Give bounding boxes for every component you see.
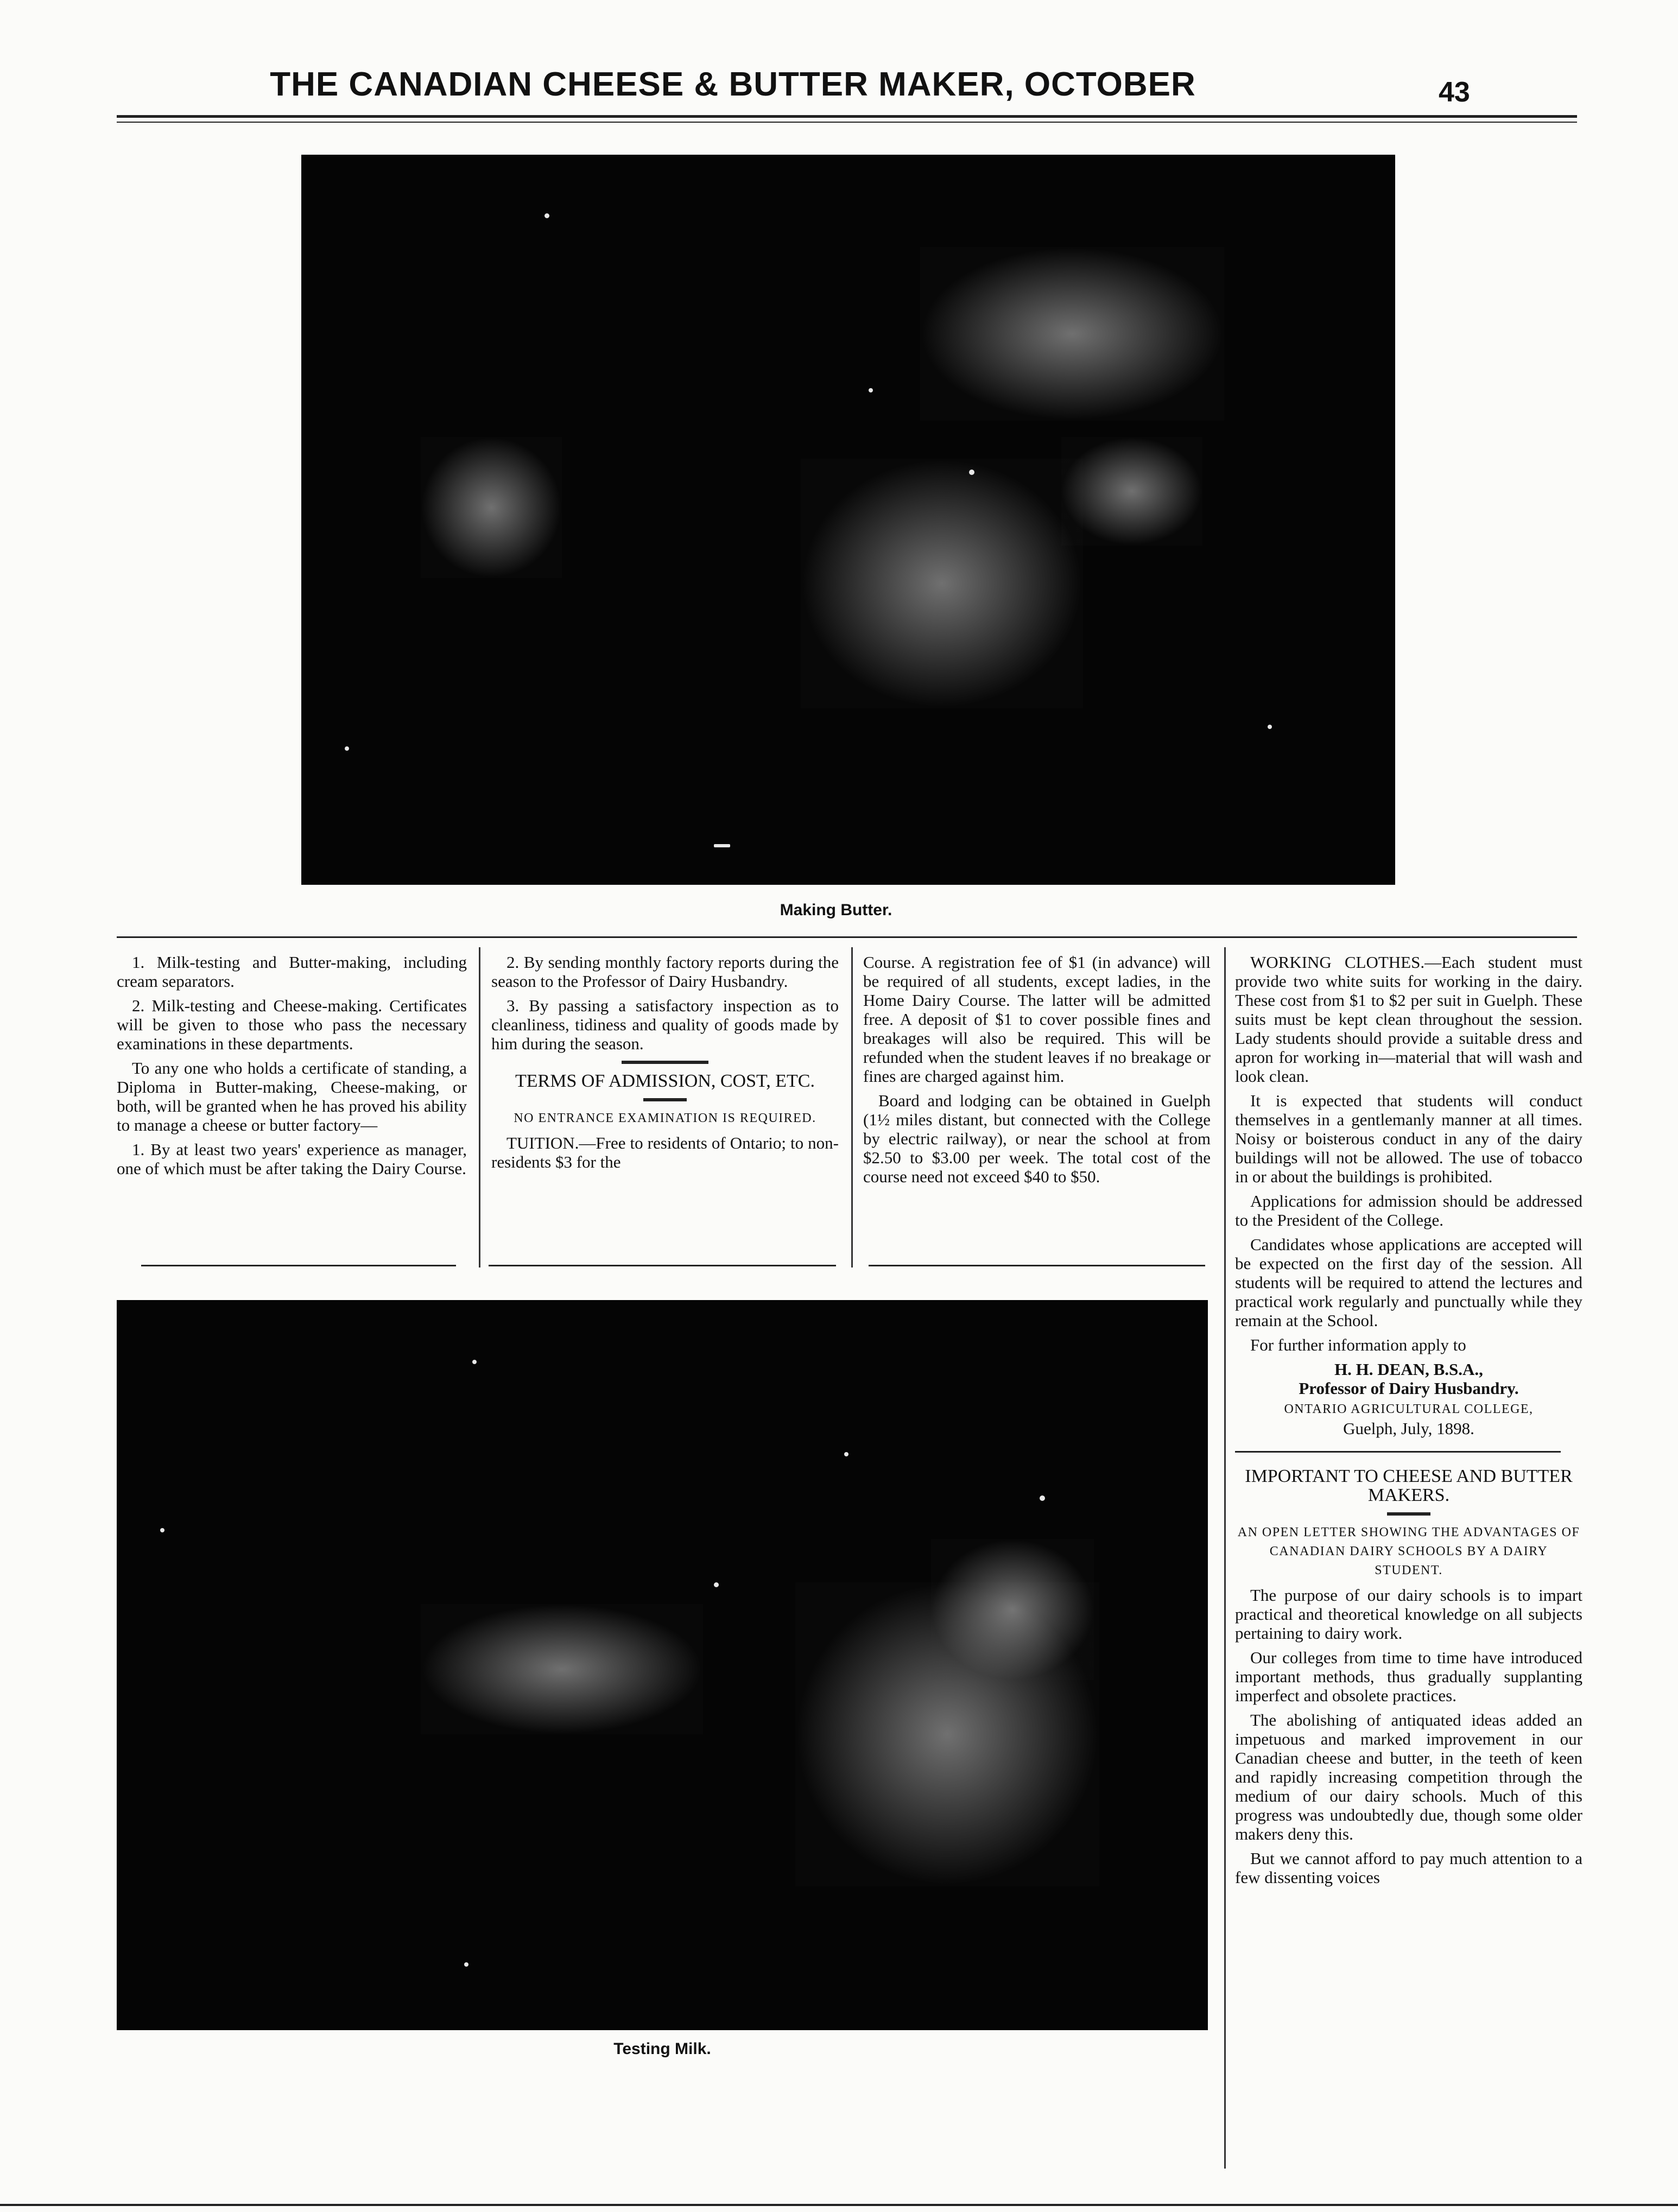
masthead-title: THE CANADIAN CHEESE & BUTTER MAKER, OCTOBER bbox=[270, 66, 1196, 103]
paragraph: For further information apply to bbox=[1250, 1335, 1466, 1354]
section-heading: TERMS OF ADMISSION, COST, ETC. bbox=[515, 1071, 815, 1091]
making-butter-photo bbox=[301, 155, 1395, 885]
paragraph: Board and lodging can be obtained in Guelph (1½ miles distant, but connected with the College by electric railway), or near the school at from $2.50 to $3.00 per week. The total cost of the course need not exceed $40 to $50. bbox=[863, 1091, 1211, 1186]
paragraph: It is expected that students will conduct themselves in a gentlemanly manner at all times. Noisy or boisterous conduct in any of the dairy buildings will not be allowed. The use of tobacco in or about the buildings is prohibited. bbox=[1235, 1091, 1582, 1186]
subheading: NO ENTRANCE EXAMINATION IS REQUIRED. bbox=[514, 1111, 816, 1125]
page-number: 43 bbox=[1439, 77, 1470, 108]
masthead-rule-thin bbox=[117, 122, 1577, 123]
signature-title: Professor of Dairy Husbandry. bbox=[1299, 1379, 1519, 1398]
column-end-rule bbox=[489, 1265, 836, 1266]
testing-milk-caption: Testing Milk. bbox=[613, 2040, 711, 2058]
column-4 bbox=[1235, 953, 1582, 2087]
paragraph: WORKING CLOTHES.—Each student must provide two white suits for working in the dairy. These cost from $1 to $2 per suit in Guelph. These suits must be kept clean throughout the session. Lady students should provide a suitable dress and apron for working in—material that will wash and look clean. bbox=[1235, 953, 1582, 1086]
ornament-rule bbox=[622, 1061, 708, 1064]
article-subheading: AN OPEN LETTER SHOWING THE ADVANTAGES OF CANADIAN DAIRY SCHOOLS BY A DAIRY STUDENT. bbox=[1237, 1525, 1580, 1577]
page-bottom-rule bbox=[0, 2204, 1678, 2206]
article-heading: IMPORTANT TO CHEESE AND BUTTER MAKERS. bbox=[1245, 1466, 1573, 1505]
paragraph: Candidates whose applications are accepted will be expected on the first day of the session. All students will be required to attend the lectures and practical work regularly and punctually while they remain at the School. bbox=[1235, 1235, 1582, 1330]
testing-milk-photo bbox=[117, 1300, 1208, 2030]
column-divider bbox=[479, 947, 480, 1267]
ornament-rule bbox=[1235, 1451, 1561, 1453]
paragraph: 1. By at least two years' experience as manager, one of which must be after taking the Dairy Course. bbox=[117, 1140, 467, 1178]
column-end-rule bbox=[869, 1265, 1205, 1266]
ornament-rule bbox=[643, 1098, 687, 1101]
column-3 bbox=[863, 953, 1211, 1267]
paragraph: But we cannot afford to pay much attention to a few dissenting voices bbox=[1235, 1849, 1582, 1887]
column-1 bbox=[117, 953, 467, 1267]
making-butter-caption: Making Butter. bbox=[780, 901, 892, 919]
paragraph: The abolishing of antiquated ideas added an impetuous and marked improvement in our Canadian cheese and butter, in the teeth of keen and rapidly increasing competition through the medium of our dairy schools. Much of this progress was undoubtedly due, though some older makers deny this. bbox=[1235, 1710, 1582, 1843]
paragraph: 2. By sending monthly factory reports during the season to the Professor of Dairy Husbandry. bbox=[491, 953, 839, 991]
paragraph: 1. Milk-testing and Butter-making, including cream separators. bbox=[117, 953, 467, 991]
signature-college: ONTARIO AGRICULTURAL COLLEGE, bbox=[1284, 1402, 1534, 1416]
paragraph: To any one who holds a certificate of standing, a Diploma in Butter-making, Cheese-making, or both, will be granted when he has proved his ability to manage a cheese or butter factory— bbox=[117, 1059, 467, 1134]
paragraph: Applications for admission should be addressed to the President of the College. bbox=[1235, 1191, 1582, 1229]
paragraph: The purpose of our dairy schools is to impart practical and theoretical knowledge on all subjects pertaining to dairy work. bbox=[1235, 1586, 1582, 1643]
ornament-rule bbox=[1387, 1512, 1430, 1516]
paragraph: TUITION.—Free to residents of Ontario; to non-residents $3 for the bbox=[491, 1133, 839, 1171]
column-end-rule bbox=[141, 1265, 456, 1266]
paragraph: 3. By passing a satisfactory inspection as to cleanliness, tidiness and quality of goods made by him during the season. bbox=[491, 996, 839, 1053]
section-rule bbox=[117, 936, 1577, 938]
column-divider bbox=[1224, 947, 1226, 2169]
column-2 bbox=[491, 953, 839, 1267]
paragraph: 2. Milk-testing and Cheese-making. Certificates will be given to those who pass the necessary examinations in these departments. bbox=[117, 996, 467, 1053]
paragraph: Course. A registration fee of $1 (in advance) will be required of all students, except ladies, in the Home Dairy Course. The latter will be admitted free. A deposit of $1 to cover possible fines and breakages will also be required. This will be refunded when the student leaves if no breakage or fines are charged against him. bbox=[863, 953, 1211, 1086]
masthead-rule bbox=[117, 115, 1577, 118]
column-divider bbox=[851, 947, 853, 1267]
paragraph: Our colleges from time to time have introduced important methods, thus gradually supplanting imperfect and obsolete practices. bbox=[1235, 1648, 1582, 1705]
signature-date: Guelph, July, 1898. bbox=[1343, 1419, 1474, 1438]
signature-name: H. H. DEAN, B.S.A., bbox=[1334, 1360, 1483, 1379]
